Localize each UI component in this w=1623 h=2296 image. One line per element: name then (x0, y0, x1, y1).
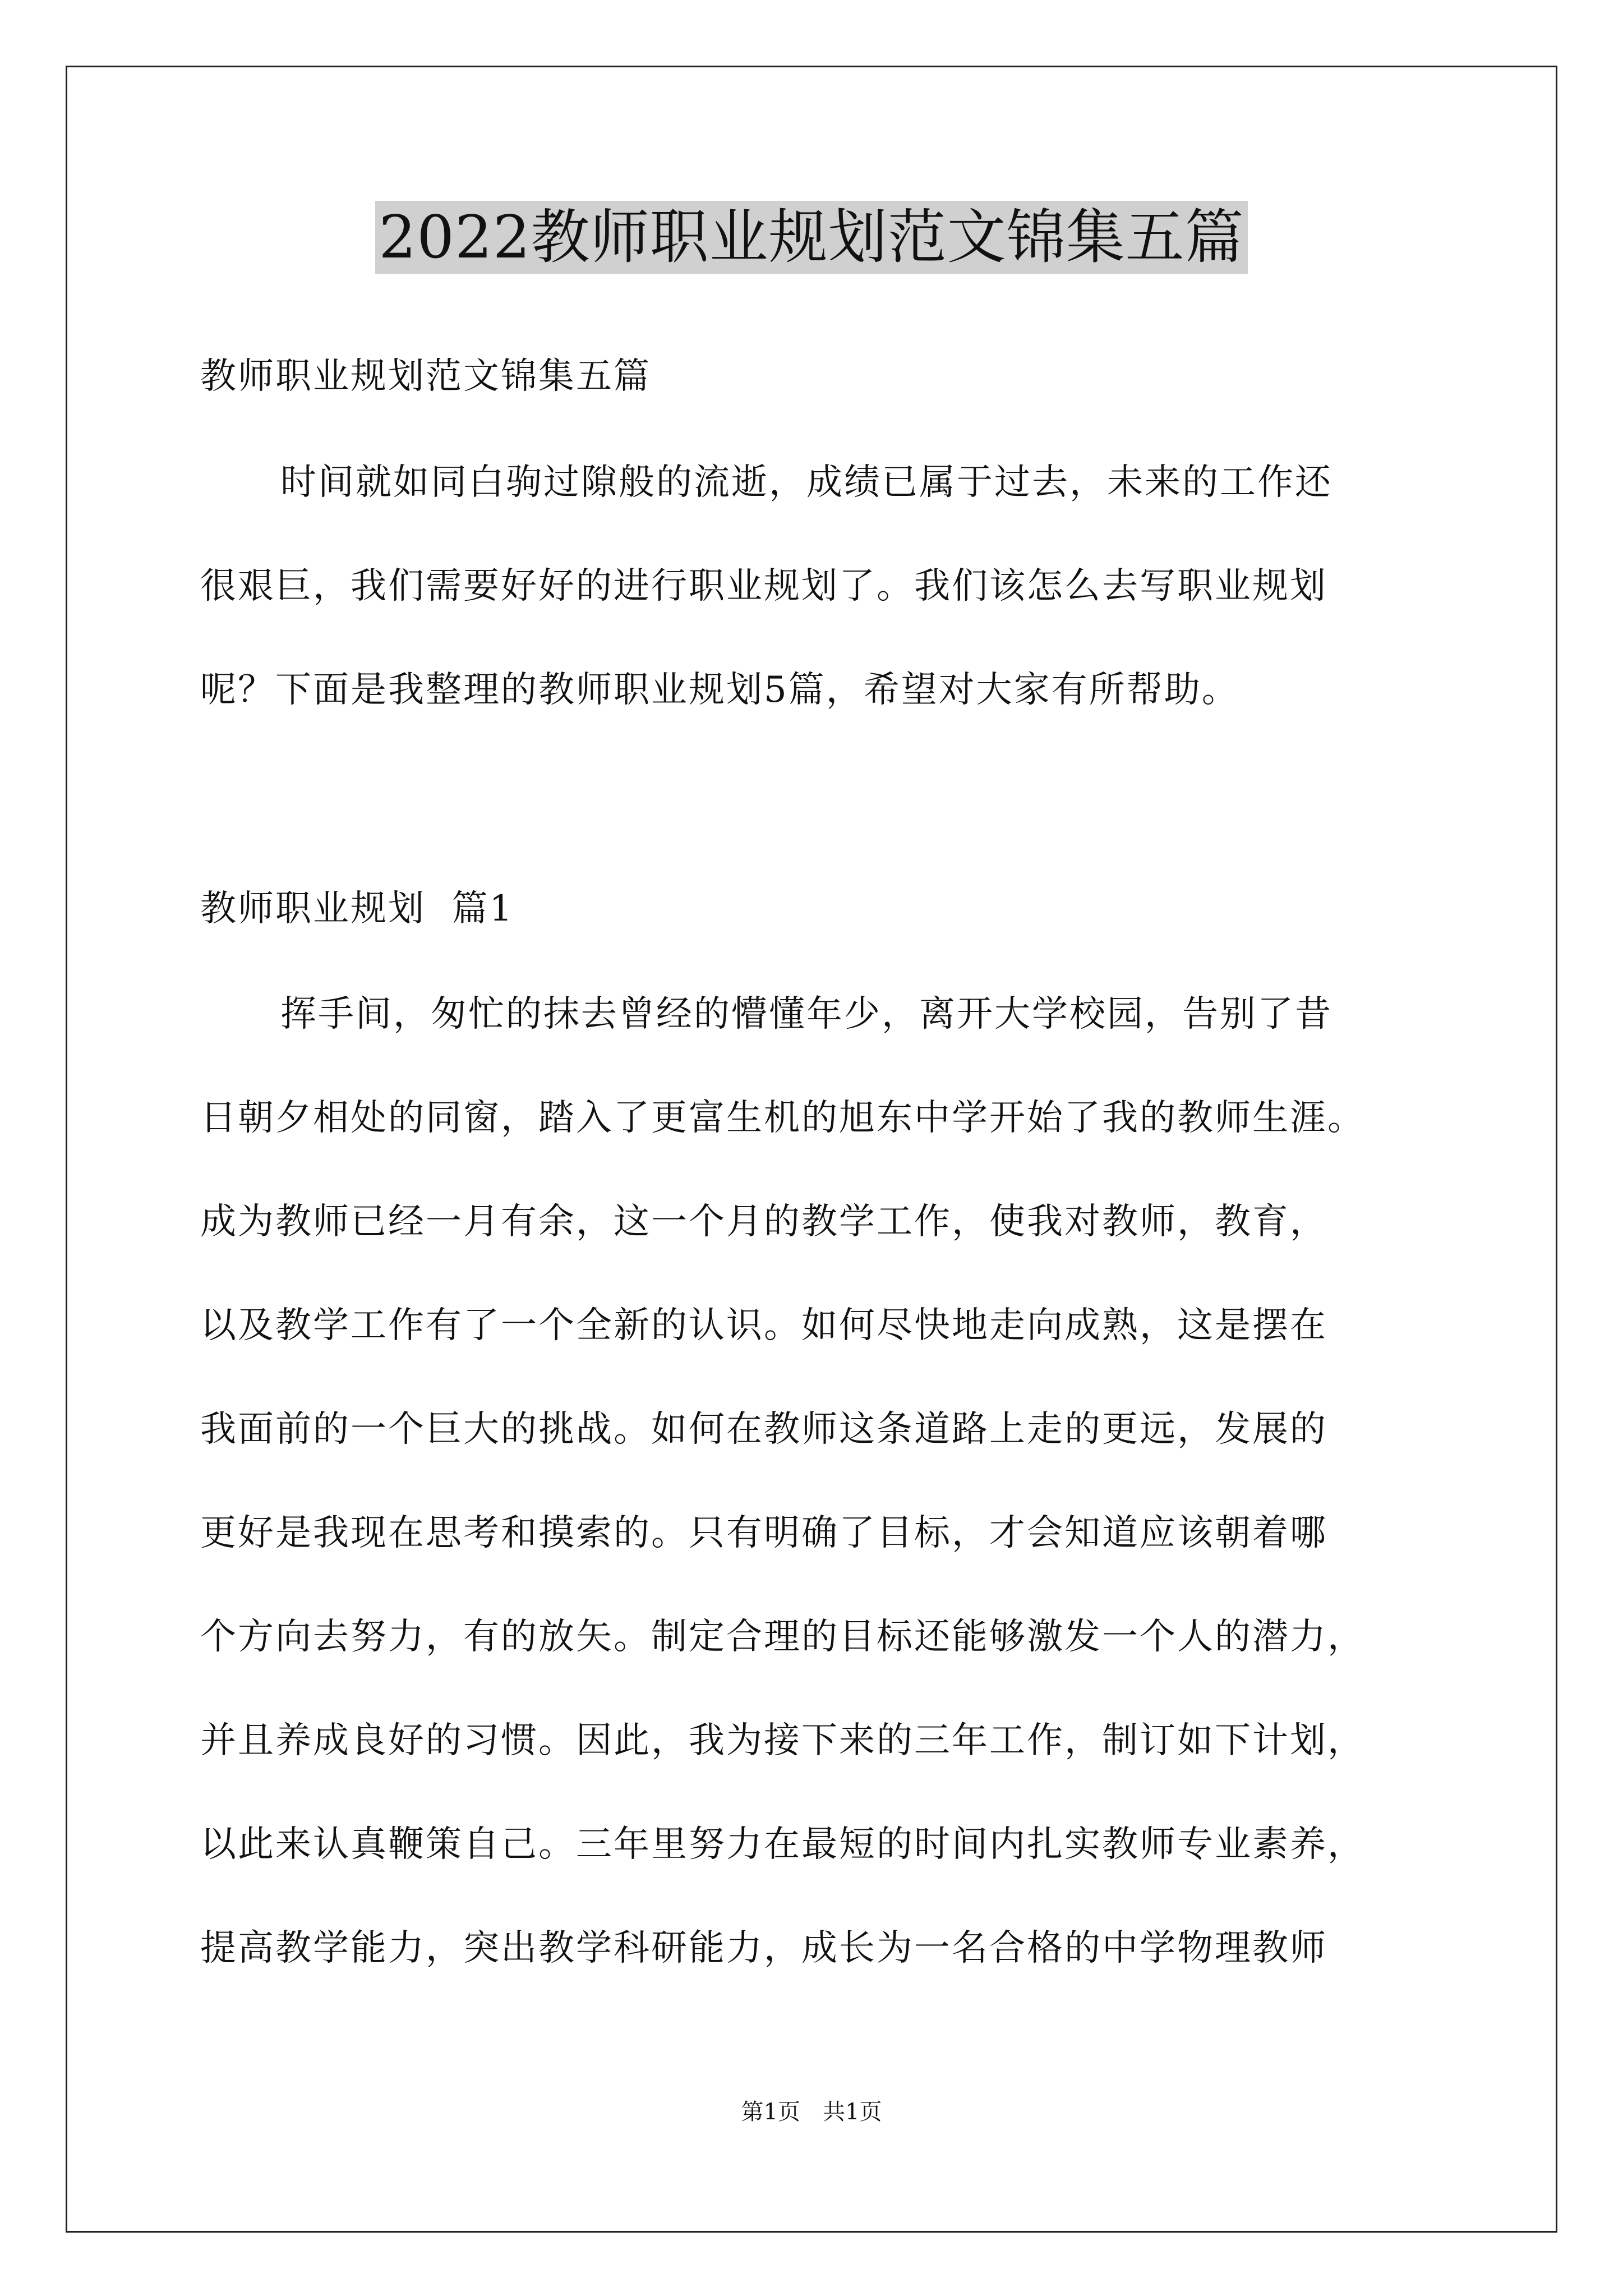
body-line: 我面前的一个巨大的挑战。如何在教师这条道路上走的更远，发展的 (200, 1409, 1327, 1450)
intro-line: 很艰巨，我们需要好好的进行职业规划了。我们该怎么去写职业规划 (200, 565, 1327, 607)
document-subtitle: 教师职业规划范文锦集五篇 (200, 356, 651, 397)
page-footer (0, 2095, 1623, 2129)
page-number: 第1页 (741, 2099, 800, 2125)
intro-line: 时间就如同白驹过隙般的流逝，成绩已属于过去，未来的工作还 (280, 462, 1332, 503)
section-heading: 教师职业规划 篇1 (200, 888, 514, 930)
body-line: 以此来认真鞭策自己。三年里努力在最短的时间内扎实教师专业素养， (200, 1824, 1365, 1865)
body-line: 更好是我现在思考和摸索的。只有明确了目标，才会知道应该朝着哪 (200, 1512, 1327, 1554)
intro-line: 呢？下面是我整理的教师职业规划5篇，希望对大家有所帮助。 (200, 669, 1239, 711)
body-line: 挥手间，匆忙的抹去曾经的懵懂年少，离开大学校园，告别了昔 (280, 993, 1332, 1035)
body-line: 并且养成良好的习惯。因此，我为接下来的三年工作，制订如下计划， (200, 1720, 1365, 1761)
body-line: 以及教学工作有了一个全新的认识。如何尽快地走向成熟，这是摆在 (200, 1305, 1327, 1346)
body-line: 个方向去努力，有的放矢。制定合理的目标还能够激发一个人的潜力， (200, 1616, 1365, 1658)
document-title: 2022教师职业规划范文锦集五篇 (375, 201, 1247, 274)
body-line: 成为教师已经一月有余，这一个月的教学工作，使我对教师，教育， (200, 1201, 1327, 1243)
body-line: 日朝夕相处的同窗，踏入了更富生机的旭东中学开始了我的教师生涯。 (200, 1097, 1365, 1139)
title-area (0, 201, 1623, 274)
body-line: 提高教学能力，突出教学科研能力，成长为一名合格的中学物理教师 (200, 1927, 1327, 1969)
page-total: 共1页 (823, 2099, 882, 2125)
